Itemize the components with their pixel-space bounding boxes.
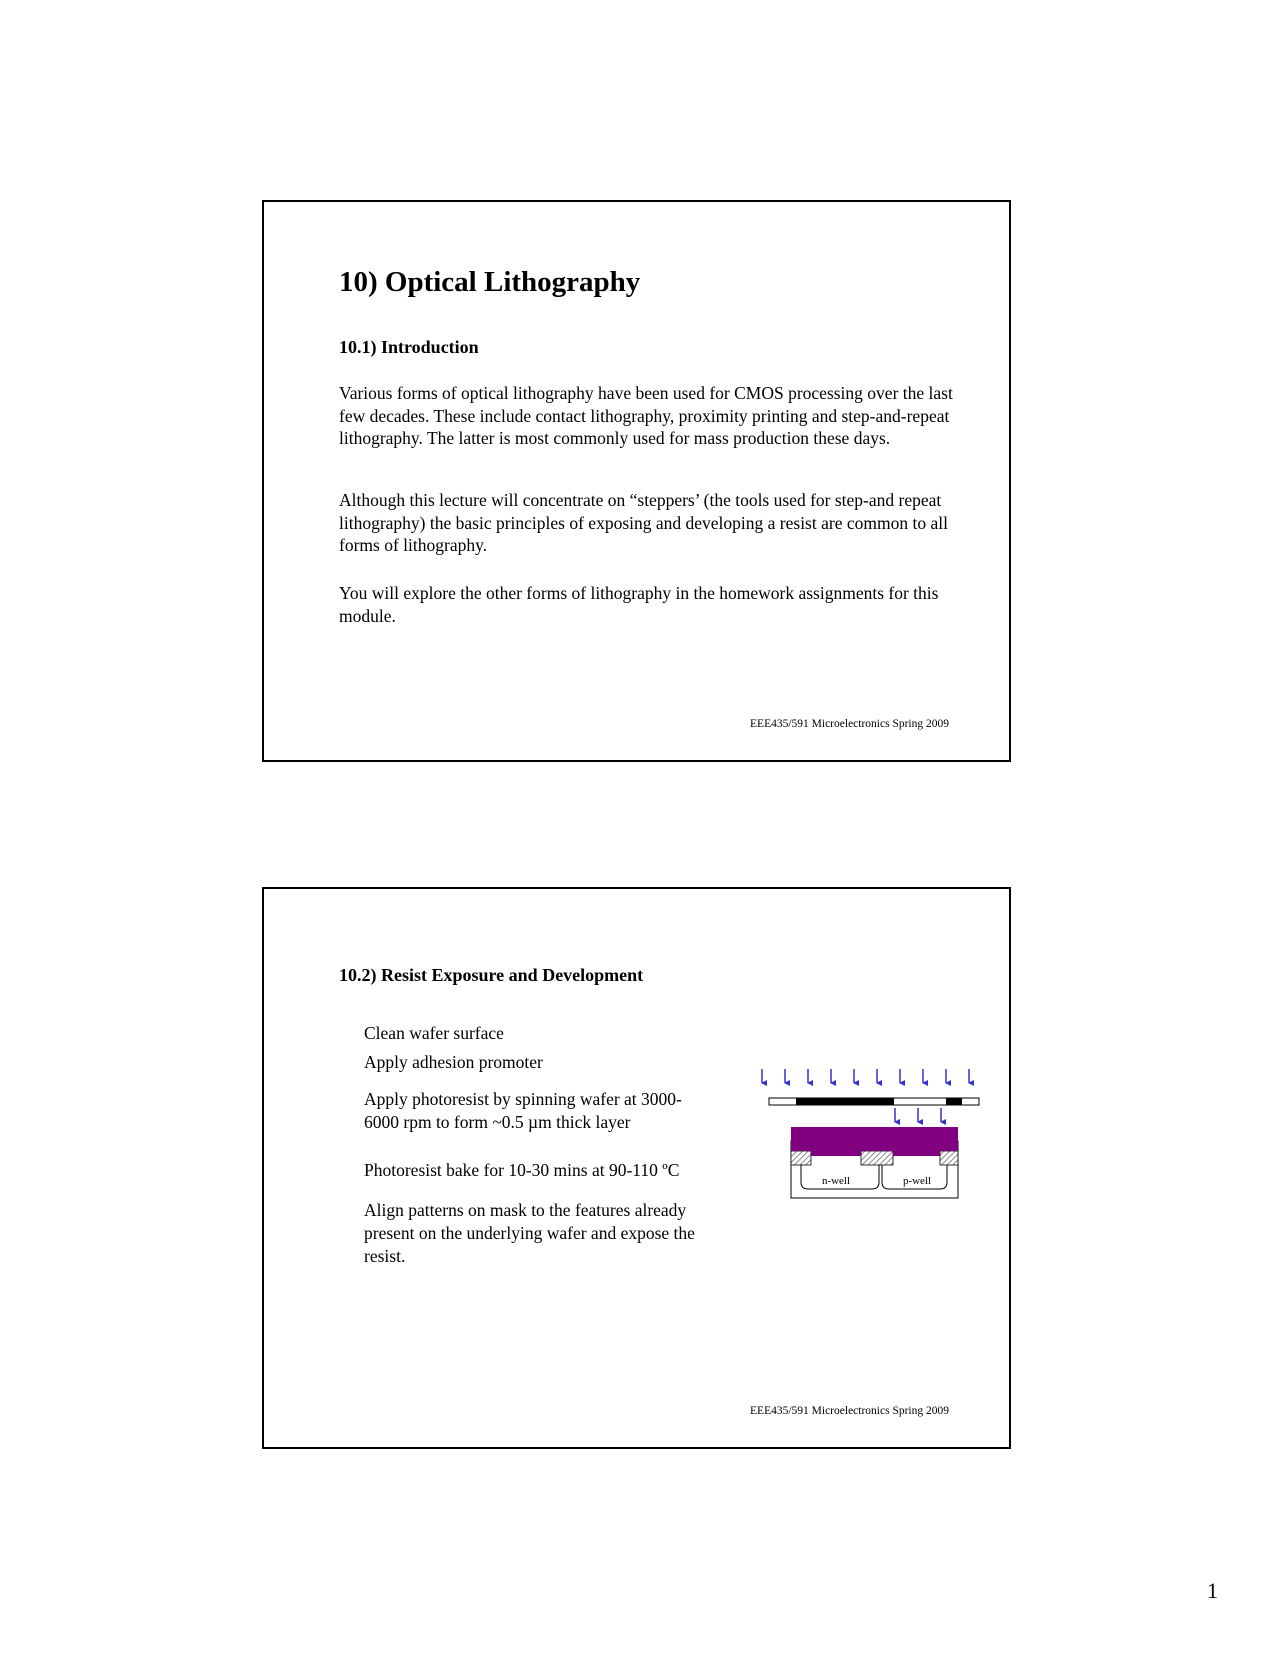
n-well-label: n-well bbox=[821, 1175, 851, 1187]
slide-2 bbox=[262, 887, 1011, 1449]
slide-footer: EEE435/591 Microelectronics Spring 2009 bbox=[750, 1405, 949, 1417]
process-step: Apply adhesion promoter bbox=[364, 1052, 543, 1072]
p-well-label: p-well bbox=[902, 1175, 932, 1187]
light-arrow-icon bbox=[762, 1069, 969, 1083]
process-step: Photoresist bake for 10-30 mins at 90-110 ºC bbox=[364, 1160, 680, 1180]
page-number: 1 bbox=[1207, 1578, 1218, 1603]
process-step: Apply photoresist by spinning wafer at 3000-6000 rpm to form ~0.5 µm thick layer bbox=[364, 1089, 682, 1132]
process-step: Align patterns on mask to the features already present on the underlying wafer and expose the resist. bbox=[364, 1200, 695, 1266]
mask-plate bbox=[769, 1098, 979, 1105]
process-step: Clean wafer surface bbox=[364, 1023, 504, 1043]
section-heading: 10.1) Introduction bbox=[339, 337, 479, 357]
slide-title: 10) Optical Lithography bbox=[339, 266, 641, 298]
slide-footer: EEE435/591 Microelectronics Spring 2009 bbox=[750, 718, 949, 730]
section-heading: 10.2) Resist Exposure and Development bbox=[339, 965, 644, 985]
intro-paragraph: You will explore the other forms of lithography in the homework assignments for this module. bbox=[339, 583, 939, 626]
lithography-exposure-diagram bbox=[754, 1069, 984, 1209]
light-arrow-icon bbox=[895, 1108, 941, 1122]
intro-paragraph: Although this lecture will concentrate on “steppers’ (the tools used for step-and repeat lithography) the basic principles of exposing and developing a resist are common to all forms of lithography. bbox=[339, 490, 948, 555]
slide-1 bbox=[262, 200, 1011, 762]
intro-paragraph: Various forms of optical lithography have been used for CMOS processing over the last few decades. These include contact lithography, proximity printing and step-and-repeat lithography. The latter is most commonly used for mass production these days. bbox=[339, 383, 953, 448]
